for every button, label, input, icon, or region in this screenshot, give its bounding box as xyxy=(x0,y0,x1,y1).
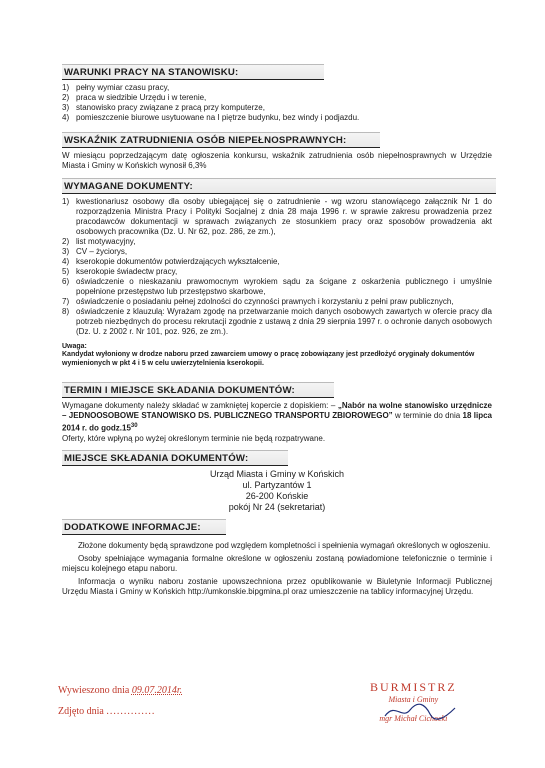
heading-dodatkowe: DODATKOWE INFORMACJE: xyxy=(62,519,226,535)
list-item: 7) oświadczenie o posiadaniu pełnej zdolności do czynności prawnych i korzystaniu z pełni praw publicznych, xyxy=(62,297,454,306)
heading-dokumenty: WYMAGANE DOKUMENTY: xyxy=(62,178,496,194)
list-item: 2) praca w siedzibie Urzędu i w terenie, xyxy=(62,93,207,102)
document-page xyxy=(62,58,492,597)
signature xyxy=(380,700,460,722)
list-item: 4) pomieszczenie biurowe usytuowane na I piętrze budynku, bez windy i podjazdu. xyxy=(62,113,360,122)
posted-stamp: Wywieszono dnia 09.07.2014r. xyxy=(58,685,183,696)
info-paragraph: Złożone dokumenty będą sprawdzone pod względem kompletności i spełnienia wymagań określonych w ogłoszeniu. xyxy=(78,540,491,550)
info-paragraph: Osoby spełniające wymagania formalne określone w ogłoszeniu zostaną powiadomione telefonicznie o terminie i miejscu kolejnego etapu naboru. xyxy=(62,553,492,573)
termin-text: Wymagane dokumenty należy składać w zamkniętej kopercie z dopiskiem: – „Nabór na wolne stanowisko urzędnicze – JEDNOOSOBOWE STANOWISKO DS. PUBLICZNEGO TRANSPORTU ZBIOROWEGO” w terminie do dnia 18 lipca 2014 r. do $godz.15^{30}$ Oferty, które wpłyną po wyżej określonym terminie nie będą rozpatrywane. xyxy=(62,401,492,443)
list-item: 4) kserokopie dokumentów potwierdzających wykształcenie, xyxy=(62,257,280,266)
note-text: Kandydat wyłoniony w drodze naboru przed zawarciem umowy o pracę zobowiązany jest przedłożyć oryginały dokumentów wymienionych w pkt 4 i 5 w celu uwierzytelnienia kserokopii. xyxy=(62,351,475,367)
list-item: 6) oświadczenie o nieskazaniu prawomocnym wyrokiem sądu za ścigane z oskarżenia publicznego i umyślnie popełnione przestępstwo lub przestępstwo skarbowe, xyxy=(62,277,492,296)
list-item: 5) kserokopie świadectw pracy, xyxy=(62,267,178,276)
wskaznik-text: W miesiącu poprzedzającym datę ogłoszenia konkursu, wskaźnik zatrudnienia osób niepełnosprawnych w Urzędzie Miasta i Gminy w Końskich wynosił 6,3% xyxy=(62,151,492,170)
list-item: 3) stanowisko pracy związane z pracą przy komputerze, xyxy=(62,103,265,112)
heading-termin: TERMIN I MIEJSCE SKŁADANIA DOKUMENTÓW: xyxy=(62,382,334,398)
list-item: 1) pełny wymiar czasu pracy, xyxy=(62,83,170,92)
heading-warunki: WARUNKI PRACY NA STANOWISKU: xyxy=(62,64,324,80)
heading-wskaznik: WSKAŹNIK ZATRUDNIENIA OSÓB NIEPEŁNOSPRAWNYCH: xyxy=(62,132,380,148)
list-item: 3) CV – życiorys, xyxy=(62,247,128,256)
list-item: 1) kwestionariusz osobowy dla osoby ubiegającej się o zatrudnienie - wg wzoru stanowiącego załącznik Nr 1 do rozporządzenia Ministra Pracy i Polityki Socjalnej z dnia 28 maja 1996 r. w sprawie zakresu prowadzenia przez pracodawców dokumentacji w sprawach związanych ze stosunkiem pracy oraz sposobów prowadzenia akt osobowych pracownika (Dz. U. Nr 62, poz. 286, ze zm.), xyxy=(62,197,492,236)
list-item: 2) list motywacyjny, xyxy=(62,237,136,246)
address-block: Urząd Miasta i Gminy w Końskich ul. Partyzantów 1 26-200 Końskie pokój Nr 24 (sekretariat) xyxy=(209,468,345,512)
list-item: 8) oświadczenie z klauzulą: Wyrażam zgodę na przetwarzanie moich danych osobowych zawartych w ofercie pracy dla potrzeb niezbędnych do procesu rekrutacji zgodnie z ustawą z dnia 29 sierpnia 1997 r. o ochronie danych osobowych (Dz. U. z 2002 r. Nr 101, poz. 926, ze zm.). xyxy=(62,307,492,336)
mayor-stamp: BURMISTRZ Miasta i Gminy mgr Michał Cichocki xyxy=(370,680,457,723)
dokumenty-list xyxy=(62,197,492,337)
heading-miejsce: MIEJSCE SKŁADANIA DOKUMENTÓW: xyxy=(62,450,288,466)
note-title: Uwaga: xyxy=(62,343,87,350)
removed-stamp: Zdjęto dnia .............. xyxy=(58,706,156,717)
info-paragraph: Informacja o wyniku naboru zostanie upowszechniona przez opublikowanie w Biuletynie Informacji Publicznej Urzędu Miasta i Gminy w Końskich http://umkonskie.bipgmina.pl oraz umieszczenie na tablicy informacyjnej Urzędu. xyxy=(62,576,492,596)
warunki-list xyxy=(62,83,492,123)
